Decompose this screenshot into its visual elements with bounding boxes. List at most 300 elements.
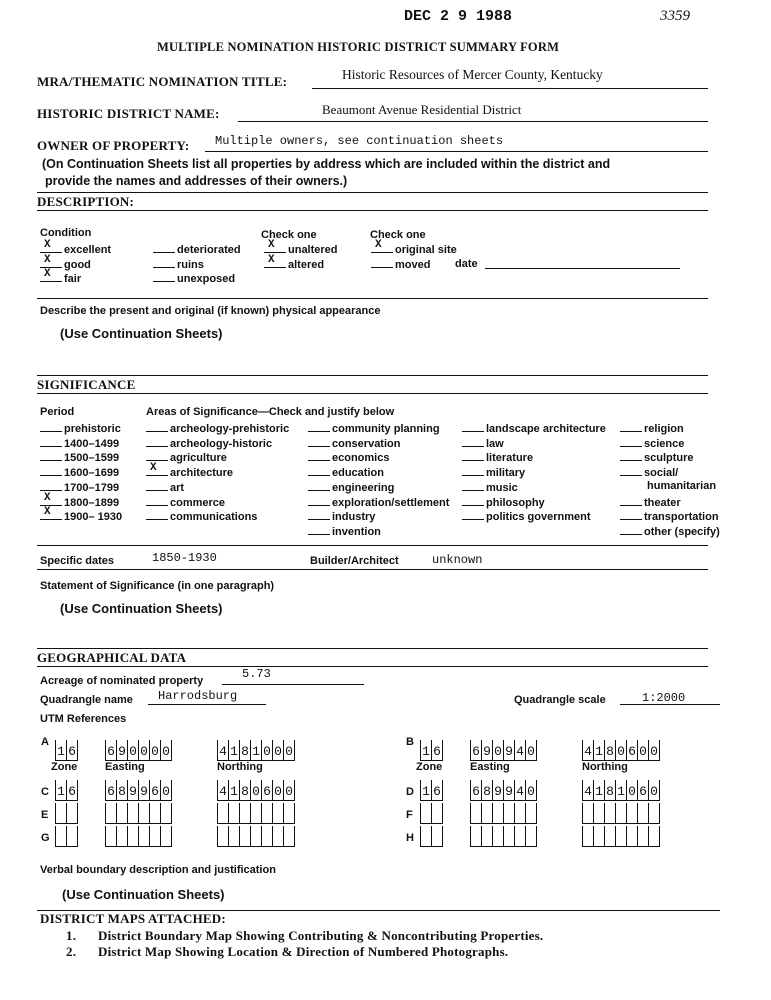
area-social--label: social/ (644, 467, 679, 480)
map-number-2: 2. (66, 944, 77, 959)
area-exploration-settlement-blank[interactable] (308, 495, 330, 506)
utm-northing-D-digit[interactable]: 0 (648, 780, 660, 801)
period-0[interactable] (40, 421, 121, 435)
utm-northing-E-digit[interactable] (250, 803, 261, 824)
utm-zone-B-digit[interactable]: 1 (420, 740, 431, 761)
area-sculpture-label: sculpture (644, 452, 694, 465)
utm-zone-E-digit[interactable] (55, 803, 66, 824)
utm-northing-G-digit[interactable] (283, 826, 295, 847)
utm-easting-D-digit[interactable]: 6 (470, 780, 481, 801)
period-0-label: prehistoric (64, 423, 121, 435)
area-archeology-historic-label: archeology-historic (170, 437, 273, 450)
utm-easting-label: Easting (470, 761, 510, 773)
area-other-specify-[interactable] (620, 524, 720, 538)
utm-easting-H-digit[interactable] (492, 826, 503, 847)
utm-easting-E-digit[interactable] (138, 803, 149, 824)
utm-northing-H-digit[interactable] (637, 826, 648, 847)
utm-northing-G[interactable] (217, 826, 295, 848)
condition-excellent-blank[interactable] (40, 239, 62, 253)
utm-zone-C-digit[interactable]: 6 (66, 780, 78, 801)
quad-scale-line (620, 704, 720, 705)
utm-easting-H-digit[interactable] (470, 826, 481, 847)
use-continuation-3: (Use Continuation Sheets) (62, 887, 225, 902)
utm-northing-D[interactable] (582, 780, 660, 802)
condition-fair[interactable] (40, 268, 82, 285)
utm-northing-label: Northing (582, 761, 628, 773)
area-law-blank[interactable] (462, 436, 484, 447)
condition-unexposed[interactable] (153, 271, 235, 285)
period-4[interactable] (40, 480, 119, 494)
district-label: HISTORIC DISTRICT NAME: (37, 106, 220, 121)
utm-northing-H-digit[interactable] (582, 826, 593, 847)
area-economics-blank[interactable] (308, 450, 330, 461)
significance-header: SIGNIFICANCE (37, 377, 136, 392)
utm-northing-D-digit[interactable]: 1 (615, 780, 626, 801)
utm-northing-A-digit[interactable]: 1 (250, 740, 261, 761)
area-social-[interactable] (620, 465, 678, 479)
utm-easting-G[interactable] (105, 826, 172, 848)
area-religion[interactable] (620, 421, 684, 435)
description-rule (37, 210, 708, 211)
utm-easting-A-digit[interactable]: 0 (138, 740, 149, 761)
area-invention-label: invention (332, 525, 381, 538)
period-6[interactable] (40, 506, 123, 524)
utm-zone-A-digit[interactable]: 1 (55, 740, 66, 761)
utm-easting-C-digit[interactable]: 9 (127, 780, 138, 801)
period-3-blank[interactable] (40, 465, 62, 476)
area-invention[interactable] (308, 524, 381, 538)
describe-label: Describe the present and original (if known) physical appearance (40, 305, 381, 317)
condition-unexposed-blank[interactable] (153, 271, 175, 282)
area-literature[interactable] (462, 450, 533, 464)
utm-northing-H-digit[interactable] (648, 826, 660, 847)
area-community-planning-blank[interactable] (308, 421, 330, 432)
utm-zone-D-digit[interactable]: 1 (420, 780, 431, 801)
utm-zone-F[interactable] (420, 803, 443, 825)
utm-easting-A-digit[interactable]: 0 (127, 740, 138, 761)
area-conservation-blank[interactable] (308, 436, 330, 447)
area-music[interactable] (462, 480, 518, 494)
area-engineering[interactable] (308, 480, 394, 494)
utm-northing-H-digit[interactable] (593, 826, 604, 847)
check-unaltered-mark: X (268, 239, 275, 251)
utm-easting-B-digit[interactable]: 9 (503, 740, 514, 761)
area-religion-blank[interactable] (620, 421, 642, 432)
utm-northing-C-digit[interactable]: 0 (283, 780, 295, 801)
check-altered[interactable] (264, 254, 325, 271)
district-value[interactable]: Beaumont Avenue Residential District (322, 102, 522, 117)
utm-zone-A-digit[interactable]: 6 (66, 740, 78, 761)
utm-easting-E-digit[interactable] (105, 803, 116, 824)
check-moved-blank[interactable] (371, 257, 393, 268)
utm-northing-H-digit[interactable] (626, 826, 637, 847)
check-one-title-1: Check one (261, 229, 317, 241)
utm-zone-C-digit[interactable]: 1 (55, 780, 66, 801)
area-art-blank[interactable] (146, 480, 168, 491)
area-community-planning[interactable] (308, 421, 440, 435)
area-archeology-historic-blank[interactable] (146, 436, 168, 447)
utm-northing-A-digit[interactable]: 0 (283, 740, 295, 761)
area-law[interactable] (462, 436, 504, 450)
utm-northing-E[interactable] (217, 803, 295, 825)
utm-northing-F-digit[interactable] (648, 803, 660, 824)
utm-easting-D-digit[interactable]: 4 (514, 780, 525, 801)
utm-easting-A-digit[interactable]: 0 (160, 740, 172, 761)
utm-northing-F-digit[interactable] (582, 803, 593, 824)
area-engineering-blank[interactable] (308, 480, 330, 491)
quad-scale-value[interactable]: 1:2000 (642, 691, 686, 705)
area-humanitarian: humanitarian (647, 479, 717, 492)
area-education[interactable] (308, 465, 384, 479)
utm-northing-F-digit[interactable] (604, 803, 615, 824)
utm-easting-G-digit[interactable] (105, 826, 116, 847)
area-archeology-prehistoric-blank[interactable] (146, 421, 168, 432)
area-sculpture[interactable] (620, 450, 694, 464)
map-item-2: District Map Showing Location & Direction of Numbered Photographs. (98, 944, 509, 959)
check-original-site-blank[interactable] (371, 239, 393, 253)
utm-easting-E-digit[interactable] (116, 803, 127, 824)
utm-northing-C-digit[interactable]: 6 (261, 780, 272, 801)
utm-easting-A-digit[interactable]: 0 (149, 740, 160, 761)
area-education-blank[interactable] (308, 465, 330, 476)
area-exploration-settlement[interactable] (308, 495, 449, 509)
area-commerce-blank[interactable] (146, 495, 168, 506)
utm-easting-H-digit[interactable] (514, 826, 525, 847)
area-archeology-historic[interactable] (146, 436, 272, 450)
condition-ruins-blank[interactable] (153, 257, 175, 268)
utm-northing-E-digit[interactable] (272, 803, 283, 824)
quad-scale-label: Quadrangle scale (514, 694, 606, 706)
utm-zone-D-digit[interactable]: 6 (431, 780, 443, 801)
utm-easting-G-digit[interactable] (127, 826, 138, 847)
period-4-blank[interactable] (40, 480, 62, 491)
utm-northing-C-digit[interactable]: 0 (250, 780, 261, 801)
area-exploration-settlement-label: exploration/settlement (332, 496, 450, 509)
area-politics-government[interactable] (462, 509, 591, 523)
check-original-site-mark: X (375, 239, 382, 251)
utm-easting-H-digit[interactable] (525, 826, 537, 847)
utm-northing-F-digit[interactable] (626, 803, 637, 824)
utm-easting-B-digit[interactable]: 4 (514, 740, 525, 761)
utm-zone-A[interactable] (55, 740, 78, 762)
utm-zone-G-digit[interactable] (66, 826, 78, 847)
utm-northing-C-digit[interactable]: 0 (272, 780, 283, 801)
area-philosophy-blank[interactable] (462, 495, 484, 506)
area-community-planning-label: community planning (332, 423, 440, 435)
quad-name-value[interactable]: Harrodsburg (158, 689, 238, 703)
utm-northing-A-digit[interactable]: 0 (261, 740, 272, 761)
utm-easting-D-digit[interactable]: 0 (525, 780, 537, 801)
utm-northing-D-digit[interactable]: 8 (604, 780, 615, 801)
utm-easting-A-digit[interactable]: 9 (116, 740, 127, 761)
utm-northing-F-digit[interactable] (615, 803, 626, 824)
area-agriculture-blank[interactable] (146, 450, 168, 461)
utm-easting-C[interactable] (105, 780, 172, 802)
utm-northing-E-digit[interactable] (283, 803, 295, 824)
utm-easting-G-digit[interactable] (160, 826, 172, 847)
utm-zone-E-digit[interactable] (66, 803, 78, 824)
condition-deteriorated[interactable] (153, 242, 241, 256)
utm-northing-H-digit[interactable] (615, 826, 626, 847)
date-field[interactable] (485, 268, 680, 269)
check-one-title-2: Check one (370, 229, 426, 241)
utm-letter-C: C (41, 786, 49, 798)
area-military[interactable] (462, 465, 525, 479)
utm-northing-C-digit[interactable]: 1 (228, 780, 239, 801)
utm-zone-F-digit[interactable] (420, 803, 431, 824)
utm-easting-B[interactable] (470, 740, 537, 762)
utm-northing-D-digit[interactable]: 1 (593, 780, 604, 801)
utm-easting-H[interactable] (470, 826, 537, 848)
utm-northing-C-digit[interactable]: 4 (217, 780, 228, 801)
area-art[interactable] (146, 480, 184, 494)
area-landscape-architecture-blank[interactable] (462, 421, 484, 432)
geo-header: GEOGRAPHICAL DATA (37, 650, 187, 665)
quad-name-line (148, 704, 266, 705)
utm-easting-A[interactable] (105, 740, 172, 762)
utm-easting-C-digit[interactable]: 6 (105, 780, 116, 801)
area-industry[interactable] (308, 509, 375, 523)
area-philosophy[interactable] (462, 495, 545, 509)
period-6-blank[interactable] (40, 506, 62, 520)
utm-northing-C[interactable] (217, 780, 295, 802)
area-theater-blank[interactable] (620, 495, 642, 506)
check-unaltered-blank[interactable] (264, 239, 286, 253)
utm-letter-D: D (406, 786, 414, 798)
utm-northing-D-digit[interactable]: 0 (626, 780, 637, 801)
period-2[interactable] (40, 450, 119, 464)
area-communications-blank[interactable] (146, 509, 168, 520)
utm-easting-B-digit[interactable]: 0 (525, 740, 537, 761)
utm-northing-B-digit[interactable]: 1 (593, 740, 604, 761)
utm-easting-D-digit[interactable]: 9 (503, 780, 514, 801)
utm-zone-D[interactable] (420, 780, 443, 802)
utm-easting-E[interactable] (105, 803, 172, 825)
owner-value[interactable]: Multiple owners, see continuation sheets (215, 134, 504, 148)
utm-northing-H-digit[interactable] (604, 826, 615, 847)
utm-letter-H: H (406, 832, 414, 844)
utm-easting-B-digit[interactable]: 0 (492, 740, 503, 761)
builder-label: Builder/Architect (310, 555, 399, 567)
utm-northing-G-digit[interactable] (228, 826, 239, 847)
utm-northing-G-digit[interactable] (261, 826, 272, 847)
period-1-blank[interactable] (40, 436, 62, 447)
acreage-value[interactable]: 5.73 (242, 667, 271, 681)
utm-northing-F-digit[interactable] (593, 803, 604, 824)
area-art-label: art (170, 481, 185, 494)
utm-northing-C-digit[interactable]: 8 (239, 780, 250, 801)
utm-northing-E-digit[interactable] (261, 803, 272, 824)
condition-unexposed-label: unexposed (177, 273, 236, 285)
area-theater-label: theater (644, 496, 681, 509)
area-other-specify--blank[interactable] (620, 524, 642, 535)
area-architecture-mark: X (150, 462, 157, 475)
geo-rule (37, 666, 708, 667)
area-transportation-label: transportation (644, 511, 719, 524)
utm-northing-A-digit[interactable]: 1 (228, 740, 239, 761)
condition-excellent-label: excellent (64, 244, 112, 256)
utm-zone-H-digit[interactable] (420, 826, 431, 847)
area-archeology-prehistoric-label: archeology-prehistoric (170, 423, 290, 435)
utm-northing-B-digit[interactable]: 8 (604, 740, 615, 761)
utm-zone-H[interactable] (420, 826, 443, 848)
owner-note-1: (On Continuation Sheets list all properties by address which are included within the district and (42, 157, 611, 171)
period-6-mark: X (44, 506, 51, 519)
check-original-site[interactable] (371, 239, 457, 256)
utm-northing-B[interactable] (582, 740, 660, 762)
utm-northing-D-digit[interactable]: 6 (637, 780, 648, 801)
utm-northing-B-digit[interactable]: 0 (615, 740, 626, 761)
utm-northing-A[interactable] (217, 740, 295, 762)
period-4-label: 1700–1799 (64, 481, 120, 494)
significance-bottom-rule (37, 545, 708, 546)
condition-ruins[interactable] (153, 257, 204, 271)
area-commerce[interactable] (146, 495, 225, 509)
utm-northing-G-digit[interactable] (239, 826, 250, 847)
date-stamp: DEC 2 9 1988 (404, 8, 513, 25)
area-literature-blank[interactable] (462, 450, 484, 461)
area-politics-government-blank[interactable] (462, 509, 484, 520)
utm-letter-F: F (406, 809, 413, 821)
check-altered-mark: X (268, 254, 275, 266)
area-literature-label: literature (486, 452, 534, 465)
date-label: date (455, 258, 478, 270)
period-3-label: 1600–1699 (64, 467, 120, 480)
period-3[interactable] (40, 465, 119, 479)
statement-rule (37, 648, 708, 649)
utm-easting-D-digit[interactable]: 9 (492, 780, 503, 801)
area-industry-label: industry (332, 511, 376, 524)
utm-easting-E-digit[interactable] (149, 803, 160, 824)
mra-label: MRA/THEMATIC NOMINATION TITLE: (37, 74, 288, 89)
area-military-blank[interactable] (462, 465, 484, 476)
area-architecture[interactable] (146, 462, 233, 480)
utm-northing-A-digit[interactable]: 8 (239, 740, 250, 761)
utm-northing-B-digit[interactable]: 6 (626, 740, 637, 761)
condition-good-blank[interactable] (40, 254, 62, 268)
utm-zone-F-digit[interactable] (431, 803, 443, 824)
utm-northing-G-digit[interactable] (272, 826, 283, 847)
utm-zone-B-digit[interactable]: 6 (431, 740, 443, 761)
area-conservation[interactable] (308, 436, 400, 450)
utm-letter-E: E (41, 809, 49, 821)
utm-easting-F-digit[interactable] (492, 803, 503, 824)
period-0-blank[interactable] (40, 421, 62, 432)
condition-deteriorated-blank[interactable] (153, 242, 175, 253)
utm-zone-E[interactable] (55, 803, 78, 825)
utm-easting-G-digit[interactable] (149, 826, 160, 847)
area-social--blank[interactable] (620, 465, 642, 476)
utm-easting-F-digit[interactable] (481, 803, 492, 824)
utm-zone-B[interactable] (420, 740, 443, 762)
utm-zone-G[interactable] (55, 826, 78, 848)
mra-value[interactable]: Historic Resources of Mercer County, Kentucky (342, 67, 603, 82)
utm-northing-B-digit[interactable]: 4 (582, 740, 593, 761)
utm-northing-B-digit[interactable]: 0 (648, 740, 660, 761)
utm-easting-label: Easting (105, 761, 145, 773)
area-theater[interactable] (620, 495, 681, 509)
utm-zone-H-digit[interactable] (431, 826, 443, 847)
condition-fair-blank[interactable] (40, 268, 62, 282)
utm-easting-H-digit[interactable] (481, 826, 492, 847)
utm-easting-D[interactable] (470, 780, 537, 802)
utm-easting-A-digit[interactable]: 6 (105, 740, 116, 761)
area-transportation-blank[interactable] (620, 509, 642, 520)
area-industry-blank[interactable] (308, 509, 330, 520)
period-5[interactable] (40, 491, 120, 509)
check-altered-blank[interactable] (264, 254, 286, 268)
area-economics[interactable] (308, 450, 389, 464)
area-archeology-prehistoric[interactable] (146, 421, 289, 435)
utm-northing-B-digit[interactable]: 0 (637, 740, 648, 761)
check-moved[interactable] (371, 257, 430, 271)
specific-dates-value[interactable]: 1850-1930 (152, 551, 217, 565)
utm-easting-F-digit[interactable] (470, 803, 481, 824)
utm-easting-F[interactable] (470, 803, 537, 825)
area-philosophy-label: philosophy (486, 496, 545, 509)
area-science-blank[interactable] (620, 436, 642, 447)
period-1[interactable] (40, 436, 119, 450)
area-landscape-architecture[interactable] (462, 421, 606, 435)
utm-northing-D-digit[interactable]: 4 (582, 780, 593, 801)
utm-zone-G-digit[interactable] (55, 826, 66, 847)
utm-zone-C[interactable] (55, 780, 78, 802)
utm-easting-G-digit[interactable] (138, 826, 149, 847)
document-number: 3359 (660, 8, 690, 24)
utm-easting-B-digit[interactable]: 6 (470, 740, 481, 761)
utm-easting-B-digit[interactable]: 9 (481, 740, 492, 761)
utm-northing-F[interactable] (582, 803, 660, 825)
utm-easting-D-digit[interactable]: 8 (481, 780, 492, 801)
area-agriculture[interactable] (146, 450, 227, 464)
utm-northing-G-digit[interactable] (250, 826, 261, 847)
utm-northing-E-digit[interactable] (217, 803, 228, 824)
utm-northing-E-digit[interactable] (228, 803, 239, 824)
area-music-blank[interactable] (462, 480, 484, 491)
utm-easting-F-digit[interactable] (514, 803, 525, 824)
area-sculpture-blank[interactable] (620, 450, 642, 461)
utm-easting-C-digit[interactable]: 9 (138, 780, 149, 801)
utm-easting-H-digit[interactable] (503, 826, 514, 847)
area-military-label: military (486, 467, 526, 480)
utm-easting-F-digit[interactable] (525, 803, 537, 824)
utm-easting-C-digit[interactable]: 0 (160, 780, 172, 801)
period-2-blank[interactable] (40, 450, 62, 461)
utm-northing-F-digit[interactable] (637, 803, 648, 824)
utm-easting-E-digit[interactable] (127, 803, 138, 824)
utm-northing-H[interactable] (582, 826, 660, 848)
utm-northing-E-digit[interactable] (239, 803, 250, 824)
utm-easting-F-digit[interactable] (503, 803, 514, 824)
utm-easting-C-digit[interactable]: 6 (149, 780, 160, 801)
utm-easting-G-digit[interactable] (116, 826, 127, 847)
area-invention-blank[interactable] (308, 524, 330, 535)
period-5-blank[interactable] (40, 491, 62, 506)
maps-header: DISTRICT MAPS ATTACHED: (40, 911, 226, 926)
utm-easting-C-digit[interactable]: 8 (116, 780, 127, 801)
utm-northing-G-digit[interactable] (217, 826, 228, 847)
area-transportation[interactable] (620, 509, 719, 523)
builder-value[interactable]: unknown (432, 553, 483, 567)
area-science[interactable] (620, 436, 684, 450)
utm-northing-A-digit[interactable]: 0 (272, 740, 283, 761)
check-unaltered[interactable] (264, 239, 338, 256)
utm-northing-A-digit[interactable]: 4 (217, 740, 228, 761)
area-architecture-blank[interactable] (146, 462, 168, 476)
area-communications[interactable] (146, 509, 257, 523)
condition-good-label: good (64, 259, 91, 271)
utm-easting-E-digit[interactable] (160, 803, 172, 824)
